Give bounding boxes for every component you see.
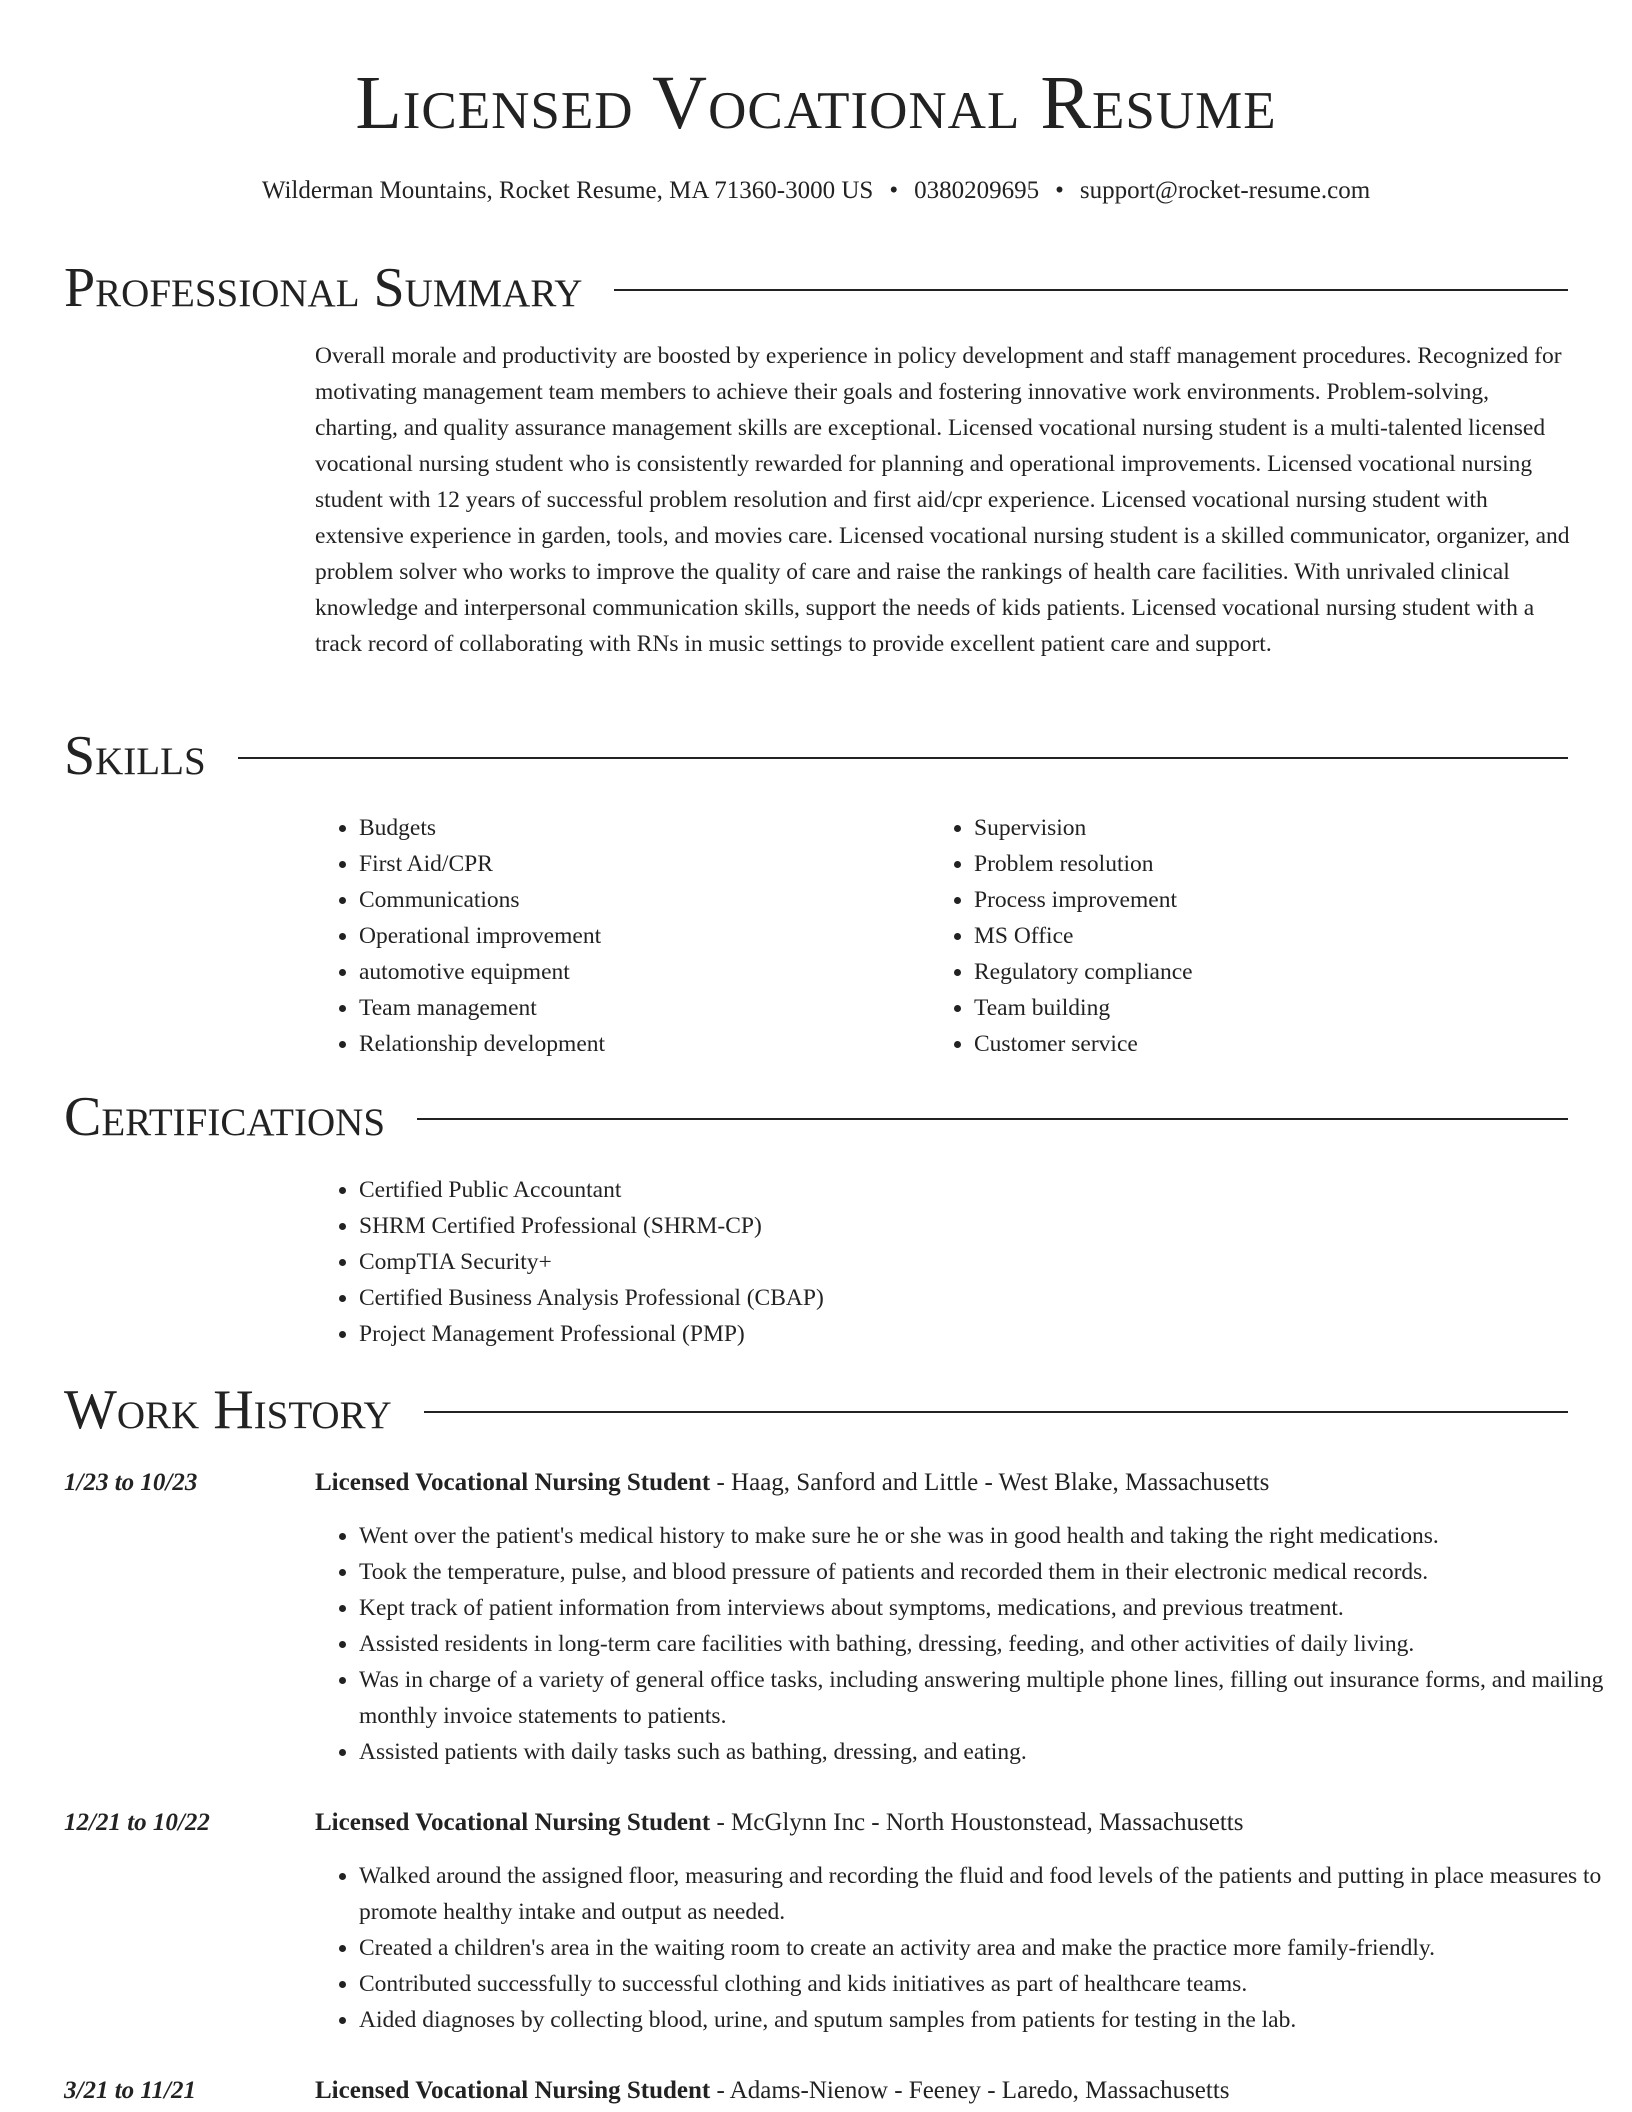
job-duty: • Assisted residents in long-term care facilities with bathing, dressing, feeding, and other activities of daily living. [359, 1626, 1614, 1662]
job-duty: • Walked around the assigned floor, measuring and recording the fluid and food levels of the patients and putting in place measures to promote healthy intake and output as needed. [359, 1858, 1614, 1930]
certifications-block [315, 1172, 1515, 1352]
job-duty: • Kept track of patient information from interviews about symptoms, medications, and previous treatment. [359, 1590, 1614, 1626]
section-divider [417, 1118, 1568, 1120]
section-title-certifications: Certifications [64, 1086, 386, 1148]
job-title: Licensed Vocational Nursing Student [315, 1809, 711, 1836]
job-dates: 3/21 to 11/21 [64, 2077, 196, 2104]
job-company-location: - Haag, Sanford and Little - West Blake, Massachusetts [710, 1469, 1270, 1496]
skills-column-left [315, 810, 915, 1062]
certification-item: • Certified Public Accountant [359, 1172, 1515, 1208]
job-dates: 1/23 to 10/23 [64, 1469, 198, 1496]
summary-section-header [64, 256, 1568, 320]
contact-email: support@rocket-resume.com [1079, 177, 1371, 204]
resume-name: Licensed Vocational Resume [355, 61, 1277, 145]
job-duty: • Aided diagnoses by collecting blood, urine, and sputum samples from patients for testing in the lab. [359, 2002, 1614, 2038]
contact-separator: • [1055, 177, 1064, 204]
skill-item: • Relationship development [359, 1026, 915, 1062]
job-dates: 12/21 to 10/22 [64, 1809, 210, 1836]
contact-line [0, 174, 1632, 208]
certification-item: • SHRM Certified Professional (SHRM-CP) [359, 1208, 1515, 1244]
job-duties-list [315, 1518, 1614, 1770]
skill-item: • MS Office [974, 918, 1530, 954]
section-divider [424, 1411, 1568, 1413]
job-duty: • Took the temperature, pulse, and blood pressure of patients and recorded them in their electronic medical records. [359, 1554, 1614, 1590]
job-duty: • Went over the patient's medical history to make sure he or she was in good health and taking the right medications. [359, 1518, 1614, 1554]
skill-item: • Supervision [974, 810, 1530, 846]
contact-address: Wilderman Mountains, Rocket Resume, MA 71360-3000 US [261, 177, 874, 204]
job-duties-list [315, 1858, 1614, 2038]
job-company-location: - McGlynn Inc - North Houstonstead, Massachusetts [710, 1809, 1244, 1836]
contact-phone: 0380209695 [914, 177, 1040, 204]
skill-item: • Communications [359, 882, 915, 918]
work-history-section-header [64, 1378, 1568, 1442]
job-title: Licensed Vocational Nursing Student [315, 1469, 711, 1496]
skill-item: • automotive equipment [359, 954, 915, 990]
job-duty: • Contributed successfully to successful clothing and kids initiatives as part of healthcare teams. [359, 1966, 1614, 2002]
skills-list-right [930, 810, 1530, 1062]
summary-text: Overall morale and productivity are boosted by experience in policy development and staff management procedures. Recognized for motivating management team members to achieve their goals and fostering innovative work environments. Problem-solving, charting, and quality assurance management skills are exceptional. Licensed vocational nursing student is a multi-talented licensed vocational nursing student who is consistently rewarded for planning and operational improvements. Licensed vocational nursing student with 12 years of successful problem resolution and first aid/cpr experience. Licensed vocational nursing student with extensive experience in garden, tools, and movies care. Licensed vocational nursing student is a skilled communicator, organizer, and problem solver who works to improve the quality of care and raise the rankings of health care facilities. With unrivaled clinical knowledge and interpersonal communication skills, support the needs of kids patients. Licensed vocational nursing student with a track record of collaborating with RNs in music settings to provide excellent patient care and support. [315, 343, 1570, 657]
job-duty: • Was in charge of a variety of general office tasks, including answering multiple phone lines, filling out insurance forms, and mailing monthly invoice statements to patients. [359, 1662, 1614, 1734]
skills-column-right [930, 810, 1530, 1062]
job-duty: • Created a children's area in the waiting room to create an activity area and make the practice more family-friendly. [359, 1930, 1614, 1966]
section-title-summary: Professional Summary [64, 257, 583, 319]
job-title: Licensed Vocational Nursing Student [315, 2077, 711, 2104]
section-divider [614, 289, 1568, 291]
skills-list-left [315, 810, 915, 1062]
section-divider [238, 757, 1568, 759]
section-title-work-history: Work History [64, 1379, 392, 1441]
certifications-section-header [64, 1085, 1568, 1149]
certification-item: • Project Management Professional (PMP) [359, 1316, 1515, 1352]
job-heading [315, 2074, 1230, 2108]
job-company-location: - Adams-Nienow - Feeney - Laredo, Massachusetts [710, 2077, 1230, 2104]
section-title-skills: Skills [64, 725, 206, 787]
skill-item: • Process improvement [974, 882, 1530, 918]
skill-item: • First Aid/CPR [359, 846, 915, 882]
certifications-list [315, 1172, 1515, 1352]
skill-item: • Team management [359, 990, 915, 1026]
certification-item: • Certified Business Analysis Professional (CBAP) [359, 1280, 1515, 1316]
skill-item: • Budgets [359, 810, 915, 846]
job-duty: • Assisted patients with daily tasks such as bathing, dressing, and eating. [359, 1734, 1614, 1770]
certification-item: • CompTIA Security+ [359, 1244, 1515, 1280]
skill-item: • Regulatory compliance [974, 954, 1530, 990]
skill-item: • Operational improvement [359, 918, 915, 954]
skill-item: • Customer service [974, 1026, 1530, 1062]
contact-separator: • [889, 177, 899, 204]
job-heading [315, 1806, 1243, 1840]
job-heading [315, 1466, 1269, 1500]
skill-item: • Team building [974, 990, 1530, 1026]
skill-item: • Problem resolution [974, 846, 1530, 882]
skills-section-header [64, 724, 1568, 788]
